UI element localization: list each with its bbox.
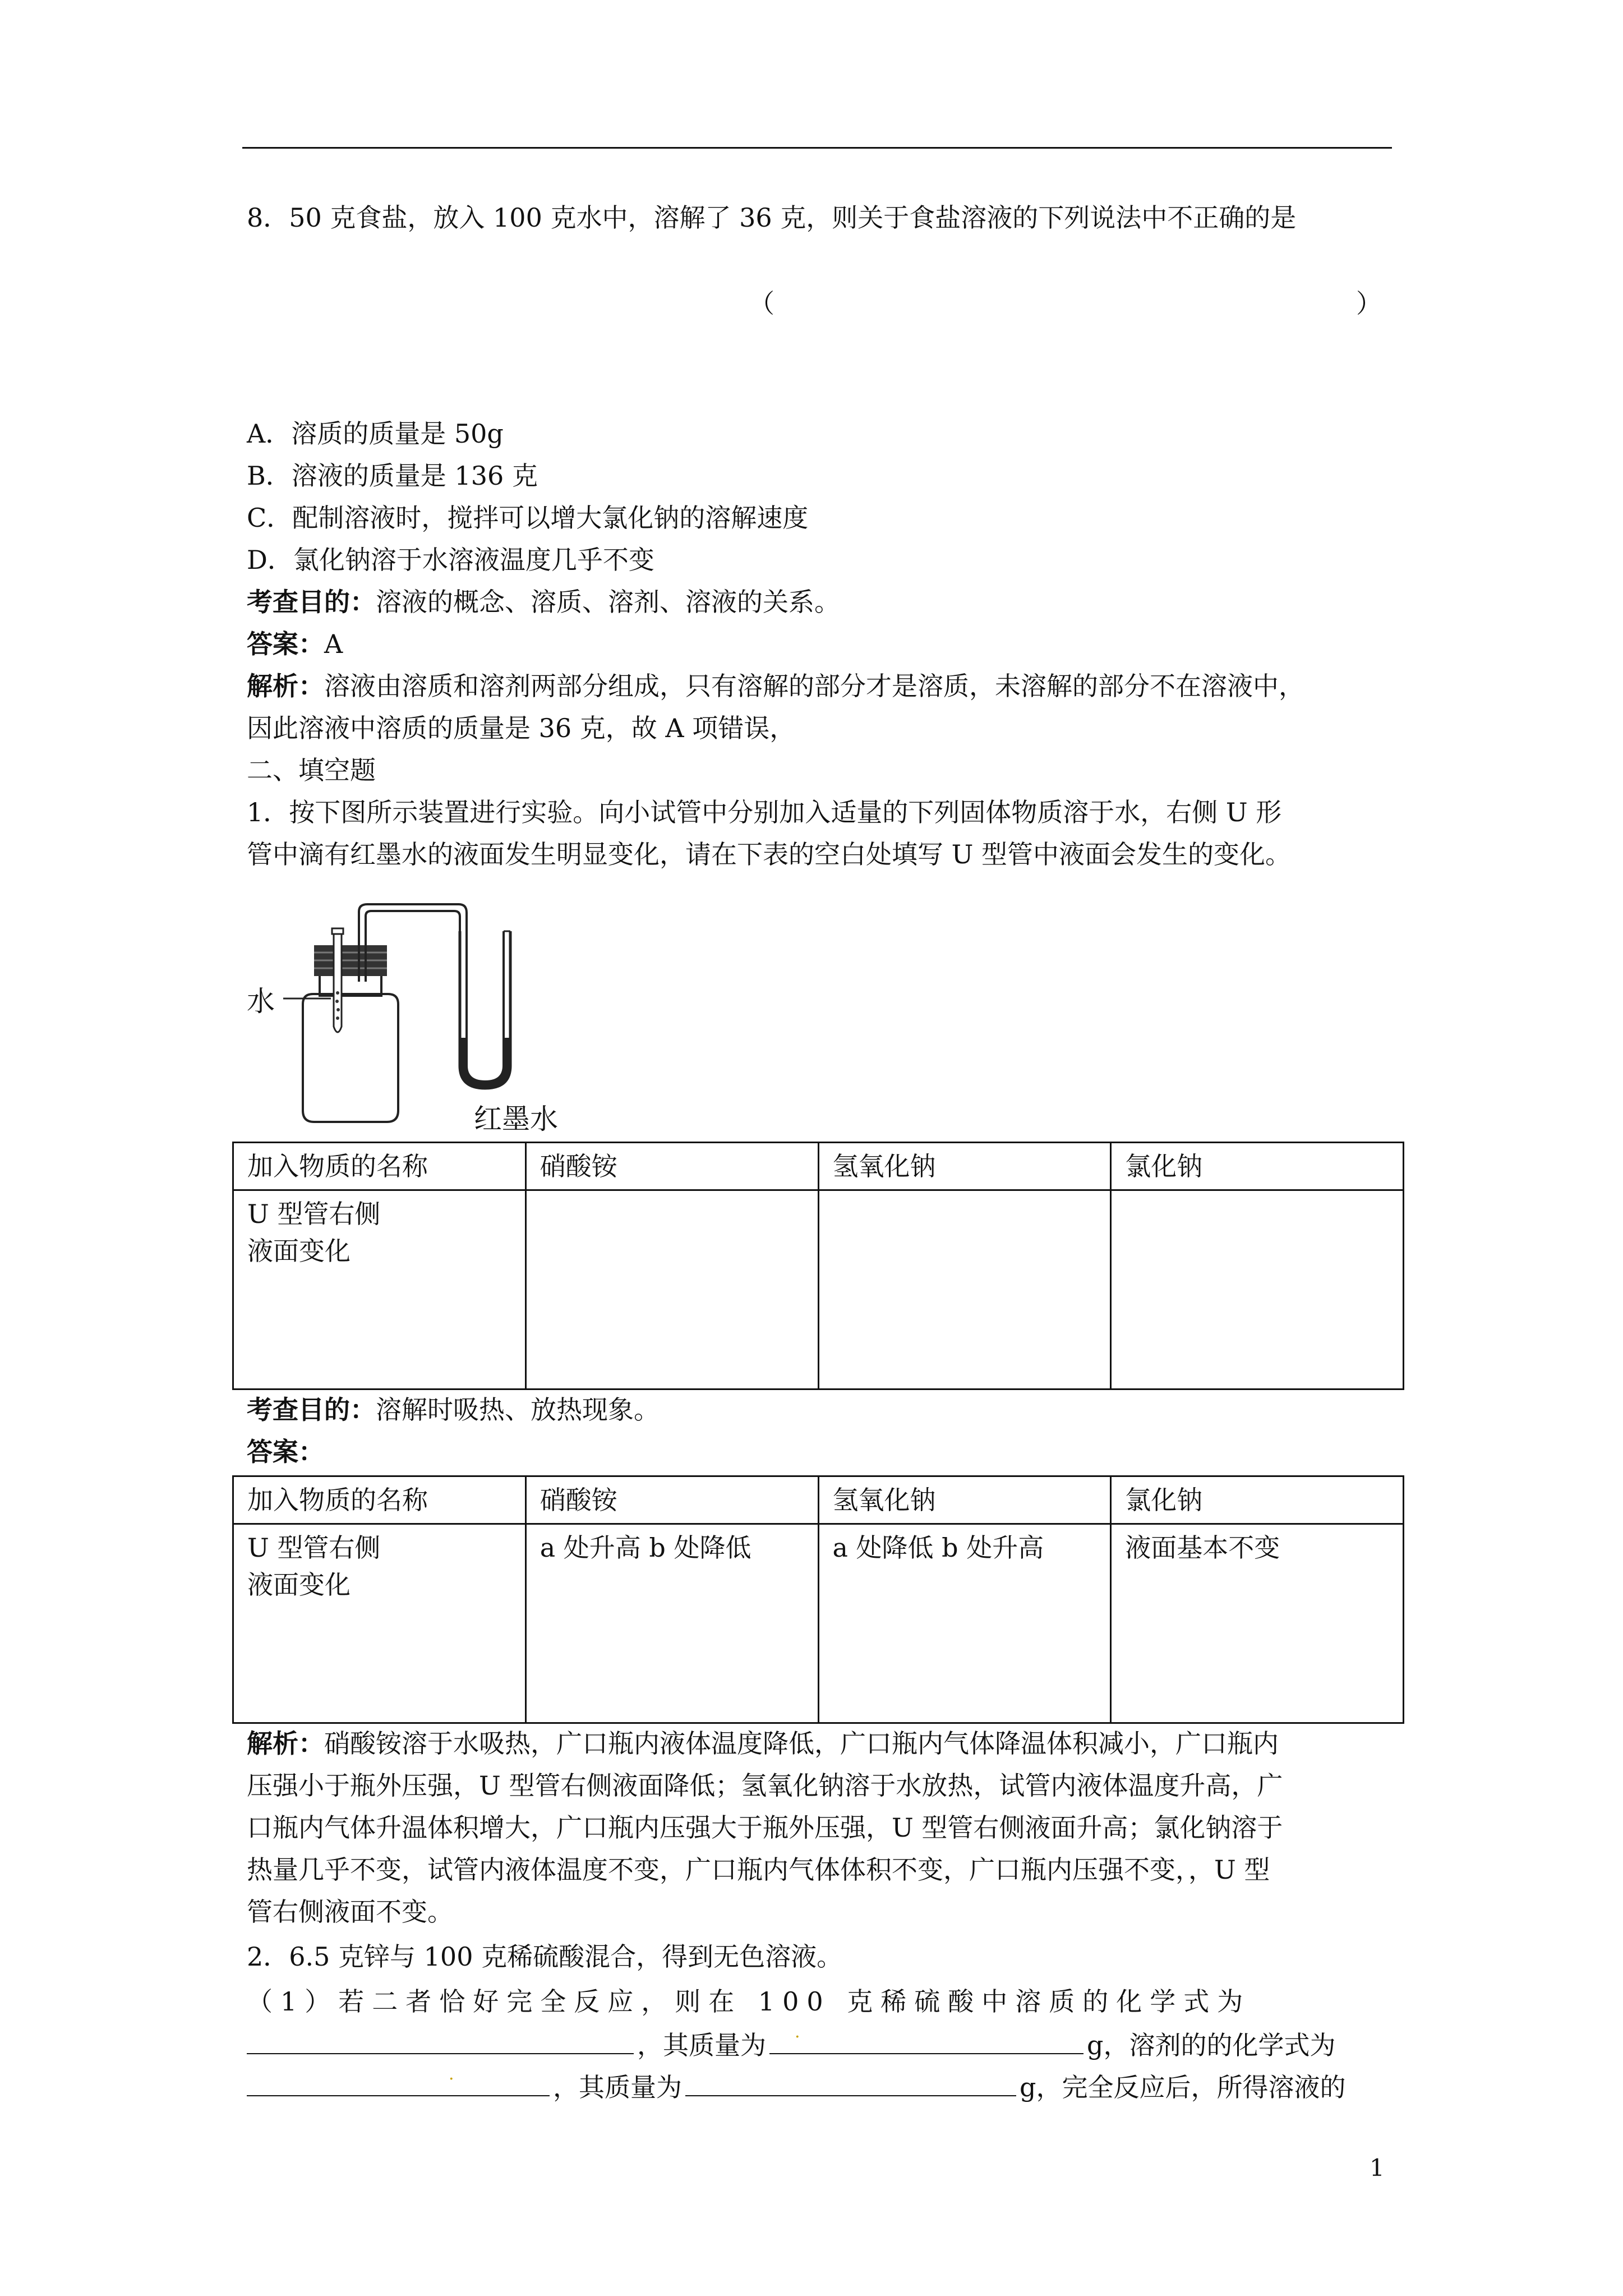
row-label-line1: U 型管右侧	[247, 1533, 381, 1563]
q2-part1-line2	[247, 2022, 1396, 2064]
q1-stem-line2: 管中滴有红墨水的液面发生明显变化，请在下表的空白处填写 U 型管中液面会发生的变化。	[247, 839, 1292, 869]
q1-stem-line1: 1．按下图所示装置进行实验。向小试管中分别加入适量的下列固体物质溶于水，右侧 U 形	[247, 797, 1282, 827]
table-header-cell: 氯化钠	[1111, 1476, 1404, 1524]
analysis-label: 解析：	[247, 1728, 324, 1759]
q2-part1-line1	[247, 1983, 1396, 2020]
q8-answer	[247, 625, 1396, 662]
answer-table	[232, 1475, 1404, 1724]
q1-analysis-line5: 管右侧液面不变。	[247, 1897, 453, 1927]
blank-solvent-mass[interactable]	[685, 2067, 1016, 2096]
q1-purpose	[247, 1391, 1396, 1428]
analysis-text: 硝酸铵溶于水吸热，广口瓶内液体温度降低，广口瓶内气体降温体积减小，广口瓶内	[324, 1728, 1279, 1759]
q2-stem: 2．6.5 克锌与 100 克稀硫酸混合，得到无色溶液。	[247, 1941, 843, 1972]
header-rule	[242, 147, 1392, 149]
q1-analysis-line2: 压强小于瓶外压强，U 型管右侧液面降低；氢氧化钠溶于水放热，试管内液体温度升高，广	[247, 1770, 1283, 1801]
apparatus-figure	[241, 898, 589, 1139]
mark-dot: .	[795, 2022, 800, 2042]
row-label-line2: 液面变化	[247, 1570, 351, 1600]
paren-open: （	[749, 288, 774, 319]
table-header-cell: 氯化钠	[1111, 1143, 1404, 1190]
q2-part1-text: （1）若二者恰好完全反应，则在 100 克稀硫酸中溶质的化学式为	[247, 1986, 1251, 2017]
blank-table	[232, 1142, 1404, 1390]
answer-blank-cell[interactable]	[525, 1190, 818, 1389]
q8-analysis-line2: 因此溶液中溶质的质量是 36 克，故 A 项错误，	[247, 713, 796, 743]
table-header-cell: 氢氧化钠	[818, 1143, 1111, 1190]
page-number: 1	[1370, 2154, 1385, 2182]
blank-formula[interactable]	[247, 2025, 634, 2054]
q8-option-b: B．溶液的质量是 136 克	[247, 461, 538, 491]
answer-blank-cell[interactable]	[1111, 1190, 1404, 1389]
purpose-text: 溶解时吸热、放热现象。	[376, 1395, 660, 1425]
paren-close: ）	[1356, 288, 1382, 319]
q1-analysis-line3: 口瓶内气体升温体积增大，广口瓶内压强大于瓶外压强，U 型管右侧液面升高；氯化钠溶于	[247, 1812, 1283, 1843]
q8-analysis-line1	[247, 668, 1396, 705]
row-label-line1: U 型管右侧	[247, 1199, 381, 1229]
answer-blank-cell[interactable]	[818, 1190, 1111, 1389]
q2-text-mass: ，其质量为	[637, 2030, 766, 2060]
water-label: 水	[247, 985, 275, 1018]
q8-option-d: D．氯化钠溶于水溶液温度几乎不变	[247, 545, 654, 575]
q1-answer-label	[247, 1433, 1396, 1470]
blank-solvent-formula[interactable]	[247, 2064, 550, 2096]
answer-cell-sodium-chloride: 液面基本不变	[1111, 1524, 1404, 1723]
answer-cell-sodium-hydroxide: a 处降低 b 处升高	[818, 1524, 1111, 1723]
table-header-cell: 加入物质的名称	[233, 1143, 526, 1190]
red-ink-label: 红墨水	[474, 1103, 558, 1135]
row-label-line2: 液面变化	[247, 1236, 351, 1266]
analysis-label: 解析：	[247, 671, 324, 701]
answer-label: 答案：	[247, 629, 324, 659]
q2-text-mass2: ，其质量为	[553, 2072, 682, 2102]
purpose-label: 考查目的：	[247, 1395, 376, 1425]
q8-stem: 8．50 克食盐，放入 100 克水中，溶解了 36 克，则关于食盐溶液的下列说法中不正确的是	[247, 203, 1297, 233]
q1-analysis-line4: 热量几乎不变，试管内液体温度不变，广口瓶内气体体积不变，广口瓶内压强不变，，U 型	[247, 1855, 1270, 1885]
table-header-cell: 加入物质的名称	[233, 1476, 526, 1524]
q2-part1-line3	[247, 2064, 1396, 2106]
table-header-cell: 硝酸铵	[525, 1476, 818, 1524]
table-header-cell: 硝酸铵	[525, 1143, 818, 1190]
q2-text-solvent: g，溶剂的的化学式为	[1087, 2030, 1336, 2060]
mark-dot: .	[449, 2064, 454, 2084]
answer-cell-ammonium-nitrate: a 处升高 b 处降低	[525, 1524, 818, 1723]
q8-option-c: C．配制溶液时，搅拌可以增大氯化钠的溶解速度	[247, 503, 809, 533]
purpose-label: 考查目的：	[247, 587, 376, 617]
section-title: 二、填空题	[247, 755, 376, 785]
q1-analysis-line1	[247, 1725, 1396, 1762]
q2-text-result: g，完全反应后，所得溶液的	[1020, 2072, 1346, 2102]
table-header-cell: 氢氧化钠	[818, 1476, 1111, 1524]
row-label-cell	[233, 1190, 526, 1389]
answer-label: 答案：	[247, 1437, 324, 1467]
blank-mass[interactable]	[769, 2022, 1083, 2054]
purpose-text: 溶液的概念、溶质、溶剂、溶液的关系。	[376, 587, 840, 617]
q8-purpose	[247, 583, 1396, 620]
analysis-text: 溶液由溶质和溶剂两部分组成，只有溶解的部分才是溶质，未溶解的部分不在溶液中，	[324, 671, 1304, 701]
answer-text: A	[324, 629, 343, 659]
row-label-cell	[233, 1524, 526, 1723]
q8-option-a: A．溶质的质量是 50g	[247, 418, 504, 449]
